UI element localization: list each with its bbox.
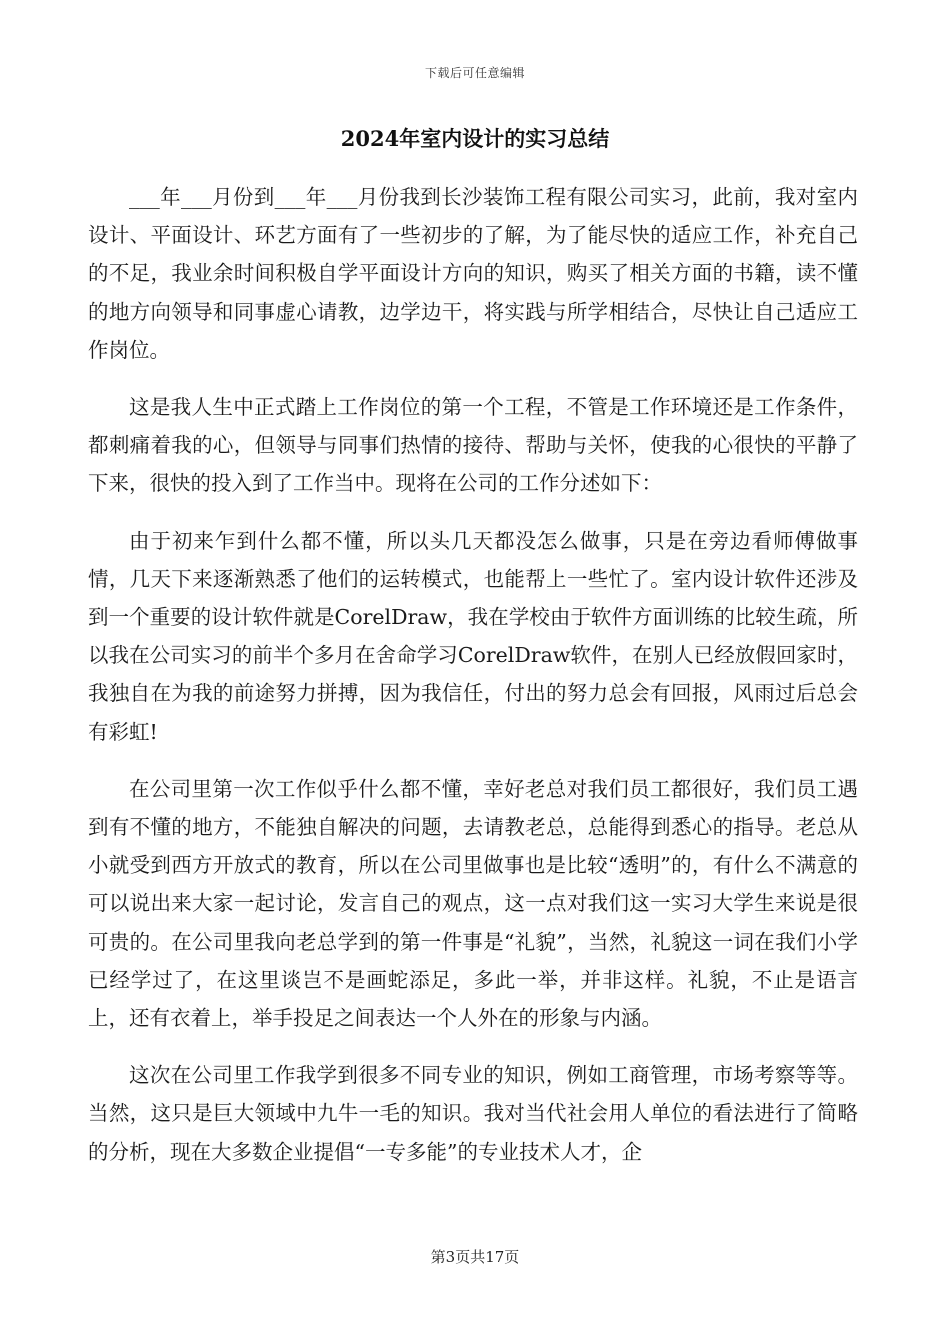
document-body [88, 178, 858, 1190]
paragraph-2: 这是我人生中正式踏上工作岗位的第一个工程，不管是工作环境还是工作条件，都刺痛着我的心，但领导与同事们热情的接待、帮助与关怀，使我的心很快的平静了下来，很快的投入到了工作当中。现将在公司的工作分述如下： [88, 395, 858, 496]
paragraph-5: 这次在公司里工作我学到很多不同专业的知识，例如工商管理，市场考察等等。当然，这只是巨大领域中九牛一毛的知识。我对当代社会用人单位的看法进行了简略的分析，现在大多数企业提倡“一专多能”的专业技术人才，企 [88, 1063, 858, 1164]
paragraph-3: 由于初来乍到什么都不懂，所以头几天都没怎么做事，只是在旁边看师傅做事情，几天下来逐渐熟悉了他们的运转模式，也能帮上一些忙了。室内设计软件还涉及到一个重要的设计软件就是CorelDraw，我在学校由于软件方面训练的比较生疏，所以我在公司实习的前半个多月在舍命学习CorelDraw软件，在别人已经放假回家时，我独自在为我的前途努力拼搏，因为我信任，付出的努力总会有回报，风雨过后总会有彩虹! [88, 528, 858, 744]
paragraph-4: 在公司里第一次工作似乎什么都不懂，幸好老总对我们员工都很好，我们员工遇到有不懂的地方，不能独自解决的问题，去请教老总，总能得到悉心的指导。老总从小就受到西方开放式的教育，所以在公司里做事也是比较“透明”的，有什么不满意的可以说出来大家一起讨论，发言自己的观点，这一点对我们这一实习大学生来说是很可贵的。在公司里我向老总学到的第一件事是“礼貌”，当然，礼貌这一词在我们小学已经学过了，在这里谈岂不是画蛇添足，多此一举，并非这样。礼貌，不止是语言上，还有衣着上，举手投足之间表达一个人外在的形象与内涵。 [88, 776, 858, 1031]
document-title: 2024年室内设计的实习总结 [340, 126, 610, 151]
page-number-footer: 第3页共17页 [430, 1248, 520, 1266]
header-note: 下载后可任意编辑 [424, 66, 525, 80]
paragraph-1: ___年___月份到___年___月份我到长沙装饰工程有限公司实习，此前，我对室内设计、平面设计、环艺方面有了一些初步的了解，为了能尽快的适应工作，补充自己的不足，我业余时间积极自学平面设计方向的知识，购买了相关方面的书籍，读不懂的地方向领导和同事虚心请教，边学边干，将实践与所学相结合，尽快让自己适应工作岗位。 [88, 185, 858, 362]
